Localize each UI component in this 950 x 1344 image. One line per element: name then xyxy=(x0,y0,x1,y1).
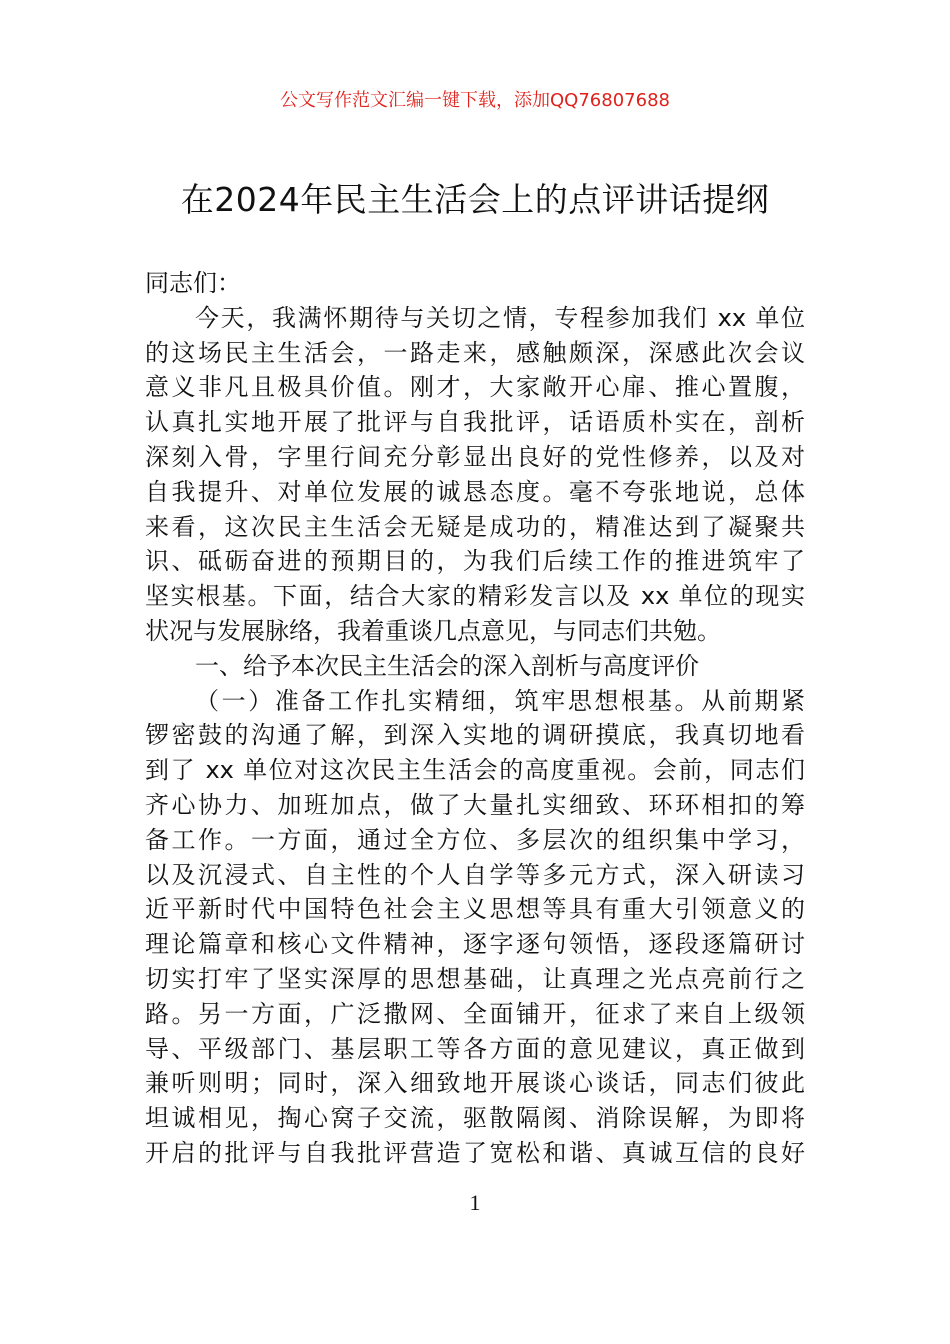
paragraph-line: 锣密鼓的沟通了解，到深入实地的调研摸底，我真切地看 xyxy=(145,721,805,750)
paragraph-line: 识、砥砺奋进的预期目的，为我们后续工作的推进筑牢了 xyxy=(145,547,805,576)
paragraph-line: 兼听则明；同时，深入细致地开展谈心谈话，同志们彼此 xyxy=(145,1069,805,1098)
page-number: 1 xyxy=(469,1190,481,1215)
paragraph-line: 坚实根基。下面，结合大家的精彩发言以及 xx 单位的现实 xyxy=(145,582,805,611)
paragraph-line: 来看，这次民主生活会无疑是成功的，精准达到了凝聚共 xyxy=(145,512,805,541)
paragraph-line: 理论篇章和核心文件精神，逐字逐句领悟，逐段逐篇研讨 xyxy=(145,930,805,959)
paragraph-line: 以及沉浸式、自主性的个人自学等多元方式，深入研读习 xyxy=(145,860,805,889)
paragraph-line: 备工作。一方面，通过全方位、多层次的组织集中学习， xyxy=(145,825,805,854)
paragraph-line: 的这场民主生活会，一路走来，感触颇深，深感此次会议 xyxy=(145,338,805,367)
document-body xyxy=(145,266,805,1171)
paragraph-line: 路。另一方面，广泛撒网、全面铺开，征求了来自上级领 xyxy=(145,999,805,1028)
paragraph-line: 深刻入骨，字里行间充分彰显出良好的党性修养，以及对 xyxy=(145,442,805,471)
paragraph-line: 到了 xx 单位对这次民主生活会的高度重视。会前，同志们 xyxy=(145,756,805,785)
paragraph-line: 开启的批评与自我批评营造了宽松和谐、真诚互信的良好 xyxy=(145,1138,805,1167)
paragraph-line: 状况与发展脉络，我着重谈几点意见，与同志们共勉。 xyxy=(145,616,721,645)
paragraph-line: 坦诚相见，掏心窝子交流，驱散隔阂、消除误解，为即将 xyxy=(145,1104,805,1133)
salutation: 同志们： xyxy=(145,269,241,297)
paragraph-line: （一）准备工作扎实精细，筑牢思想根基。从前期紧 xyxy=(195,686,805,715)
paragraph-line: 齐心协力、加班加点，做了大量扎实细致、环环相扣的筹 xyxy=(145,790,805,819)
paragraph-line: 意义非凡且极具价值。刚才，大家敞开心扉、推心置腹， xyxy=(145,373,805,402)
paragraph-line: 近平新时代中国特色社会主义思想等具有重大引领意义的 xyxy=(145,895,805,924)
paragraph-line: 导、平级部门、基层职工等各方面的意见建议，真正做到 xyxy=(145,1034,805,1063)
paragraph-line: 自我提升、对单位发展的诚恳态度。毫不夸张地说，总体 xyxy=(145,477,805,506)
document-title: 在2024年民主生活会上的点评讲话提纲 xyxy=(180,180,770,219)
paragraph-line: 认真扎实地开展了批评与自我批评，话语质朴实在，剖析 xyxy=(145,408,805,437)
paragraph-line: 今天，我满怀期待与关切之情，专程参加我们 xx 单位 xyxy=(195,303,805,332)
download-ad-header: 公文写作范文汇编一键下载，添加QQ76807688 xyxy=(280,90,670,111)
paragraph-line: 切实打牢了坚实深厚的思想基础，让真理之光点亮前行之 xyxy=(145,964,805,993)
section-heading: 一、给予本次民主生活会的深入剖析与高度评价 xyxy=(195,651,699,680)
